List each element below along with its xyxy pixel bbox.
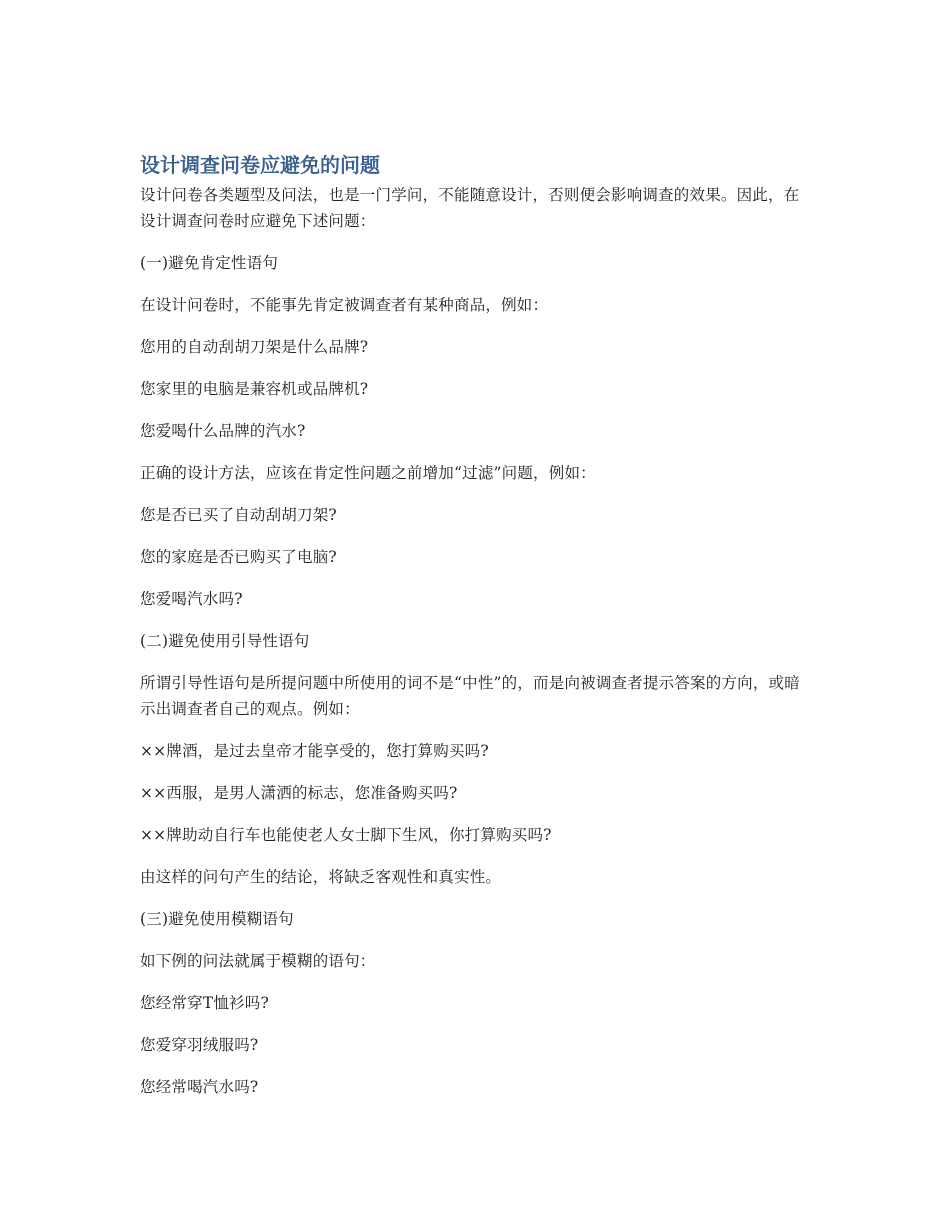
example-question: ××牌助动自行车也能使老人女士脚下生风，你打算购买吗? [140, 826, 552, 844]
paragraph: 由这样的问句产生的结论，将缺乏客观性和真实性。 [140, 868, 502, 886]
paragraph: 如下例的问法就属于模糊的语句： [140, 952, 376, 970]
example-question: 您爱喝汽水吗? [140, 590, 243, 608]
example-question: 您爱穿羽绒服吗? [140, 1036, 259, 1054]
section-heading-3: (三)避免使用模糊语句 [140, 910, 294, 928]
section-heading-2: (二)避免使用引导性语句 [140, 632, 310, 650]
example-question: 您爱喝什么品牌的汽水? [140, 422, 306, 440]
section-heading-1: (一)避免肯定性语句 [140, 254, 279, 272]
example-question: 您的家庭是否已购买了电脑? [140, 548, 337, 566]
document-title: 设计调查问卷应避免的问题 [140, 153, 380, 177]
example-question: ××西服，是男人潇洒的标志，您准备购买吗? [140, 784, 458, 802]
example-question: 您用的自动刮胡刀架是什么品牌? [140, 338, 369, 356]
paragraph: 在设计问卷时，不能事先肯定被调查者有某种商品，例如： [140, 296, 549, 314]
example-question: 您家里的电脑是兼容机或品牌机? [140, 380, 369, 398]
example-question: ××牌酒，是过去皇帝才能享受的，您打算购买吗? [140, 742, 489, 760]
example-question: 您是否已买了自动刮胡刀架? [140, 506, 337, 524]
intro-paragraph: 设计问卷各类题型及问法，也是一门学问，不能随意设计，否则便会影响调查的效果。因此，在设计调查问卷时应避免下述问题： [140, 186, 800, 230]
example-question: 您经常喝汽水吗? [140, 1078, 259, 1096]
document-content [140, 150, 812, 1116]
paragraph: 正确的设计方法，应该在肯定性问题之前增加“过滤”问题，例如： [140, 464, 596, 482]
example-question: 您经常穿T恤衫吗? [140, 994, 269, 1012]
paragraph: 所谓引导性语句是所提问题中所使用的词不是“中性”的，而是向被调查者提示答案的方向，或暗示出调查者自己的观点。例如： [140, 674, 800, 718]
